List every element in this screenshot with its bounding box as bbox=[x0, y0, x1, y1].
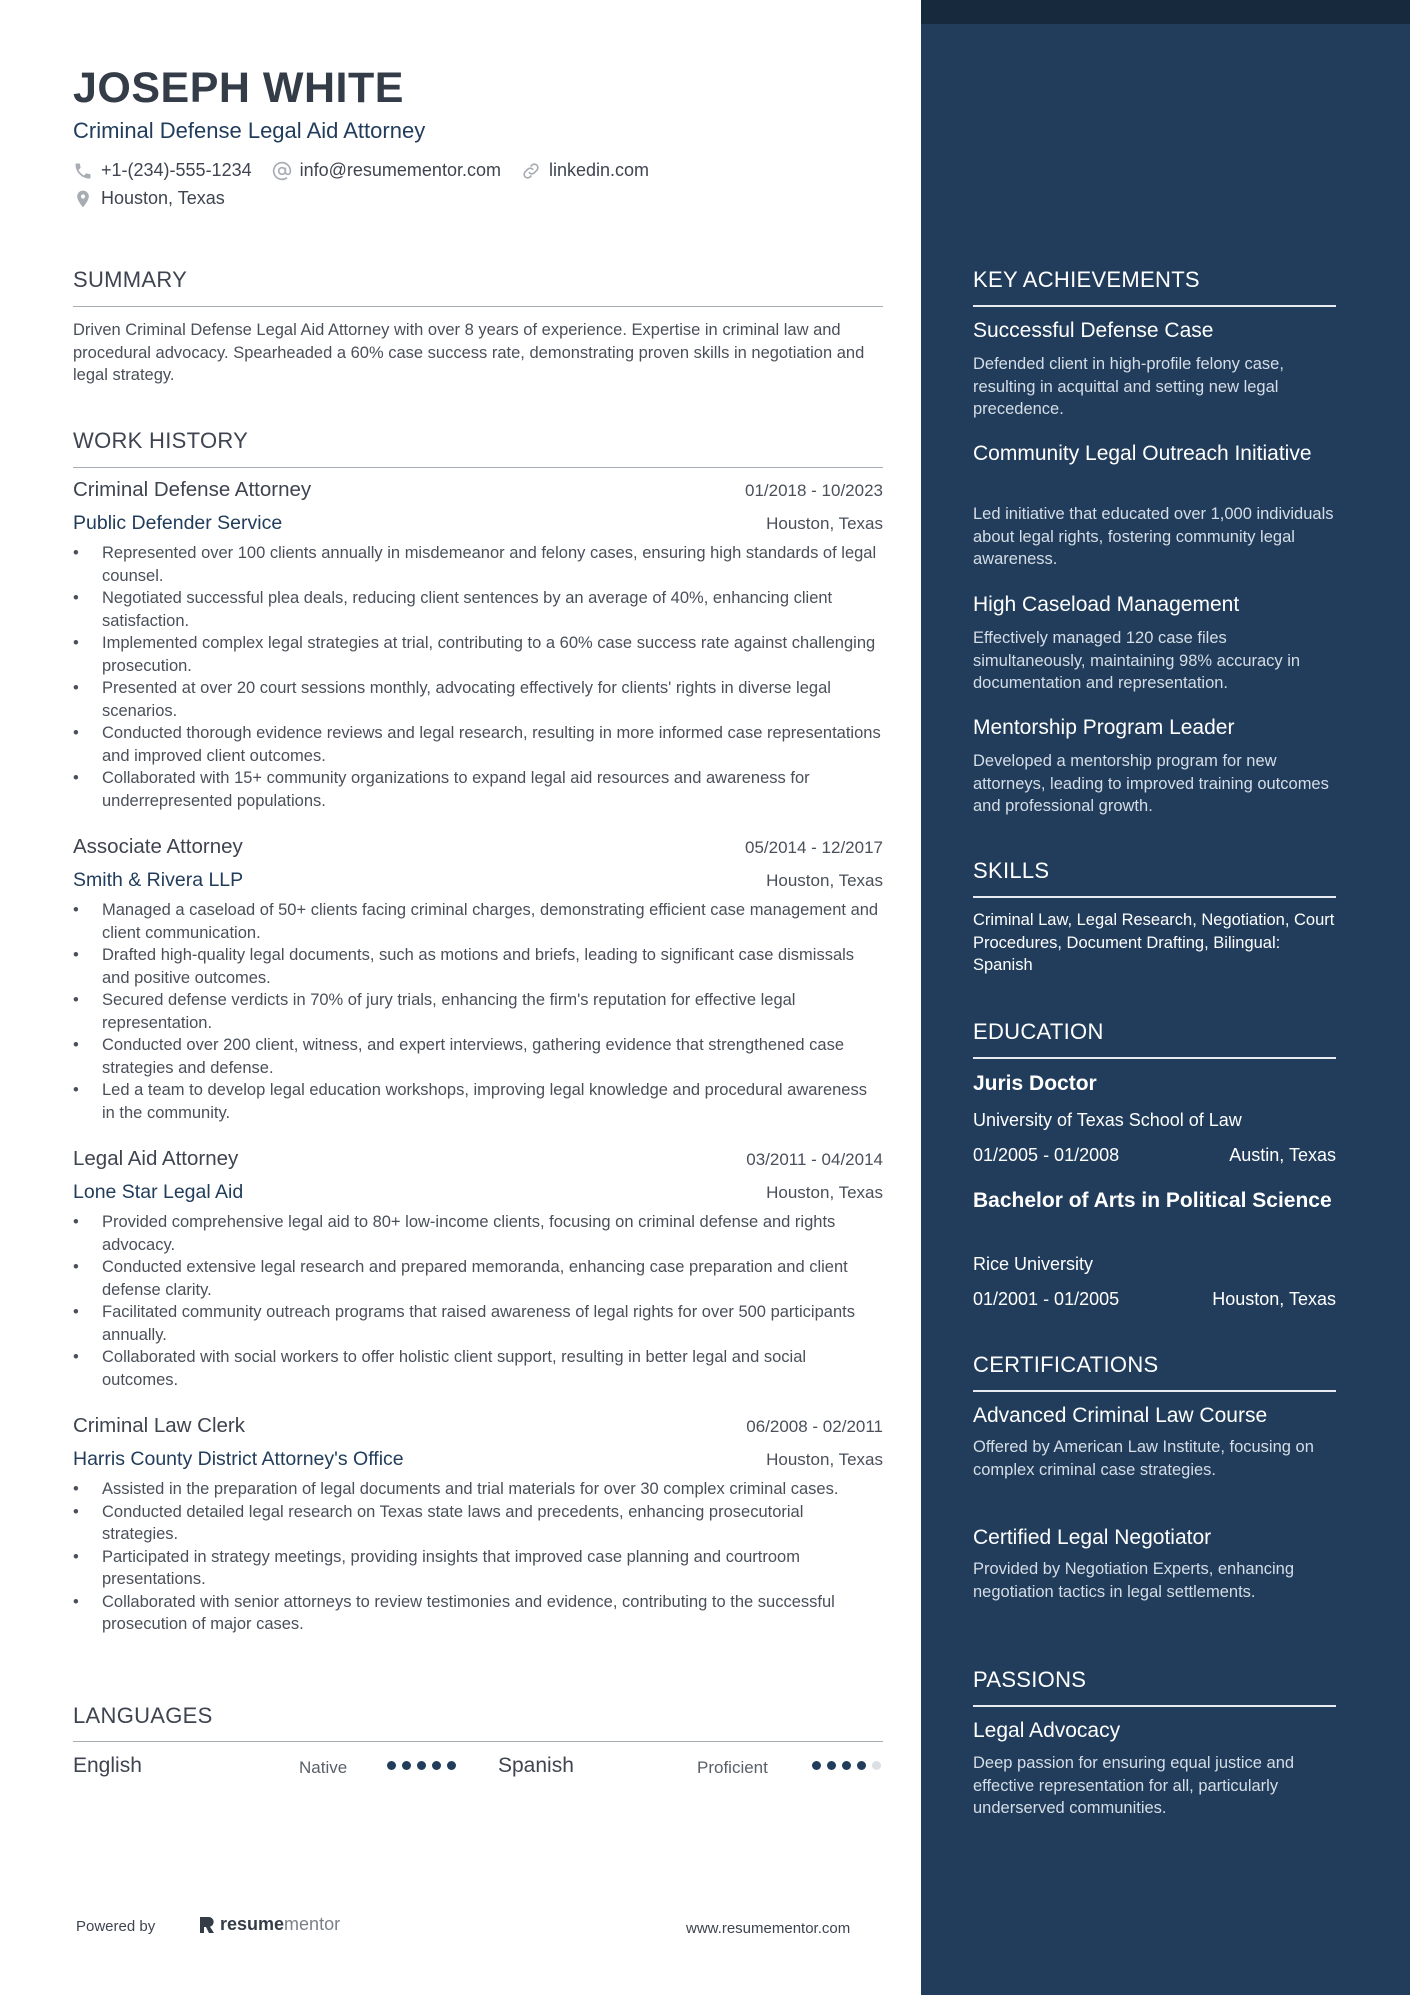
certification-desc: Provided by Negotiation Experts, enhancing negotiation tactics in legal settlements. bbox=[973, 1560, 1295, 1601]
education-dates: 01/2001 - 01/2005 bbox=[973, 1289, 1120, 1309]
rating-dot bbox=[872, 1761, 881, 1770]
job-title: Criminal Defense Attorney bbox=[73, 478, 312, 501]
job-bullets bbox=[73, 1211, 883, 1391]
sidebar bbox=[921, 0, 1410, 1995]
education-meta bbox=[973, 1145, 1336, 1166]
job-bullet: • Facilitated community outreach programs that raised awareness of legal rights for over 500 participants annually. bbox=[73, 1301, 883, 1346]
job-location: Houston, Texas bbox=[766, 1450, 883, 1469]
job-company: Harris County District Attorney's Office bbox=[73, 1448, 404, 1470]
job-entry bbox=[73, 1414, 883, 1636]
key-achievements-heading: KEY ACHIEVEMENTS bbox=[973, 267, 1200, 292]
job-bullets bbox=[73, 899, 883, 1124]
job-bullet: • Presented at over 20 court sessions monthly, advocating effectively for clients' rights in diverse legal scenarios. bbox=[73, 677, 883, 722]
certifications-divider bbox=[973, 1390, 1336, 1392]
job-bullet: • Provided comprehensive legal aid to 80+ low-income clients, focusing on criminal defense and rights advocacy. bbox=[73, 1211, 883, 1256]
job-title: Associate Attorney bbox=[73, 835, 243, 858]
resumementor-logo[interactable] bbox=[198, 1914, 340, 1935]
language-name: Spanish bbox=[498, 1754, 574, 1777]
at-sign-icon bbox=[272, 161, 292, 181]
phone-icon bbox=[73, 161, 93, 181]
language-name: English bbox=[73, 1754, 142, 1777]
job-bullet: • Assisted in the preparation of legal documents and trial materials for over 30 complex criminal cases. bbox=[73, 1478, 883, 1501]
link-icon bbox=[521, 161, 541, 181]
skills-divider bbox=[973, 896, 1336, 898]
job-entry bbox=[73, 1147, 883, 1391]
achievement-title: Successful Defense Case bbox=[973, 319, 1214, 342]
education-school: University of Texas School of Law bbox=[973, 1110, 1242, 1130]
rating-dot bbox=[402, 1761, 411, 1770]
rating-dot bbox=[812, 1761, 821, 1770]
key-achievements-divider bbox=[973, 305, 1336, 307]
education-location: Houston, Texas bbox=[1212, 1289, 1336, 1309]
job-dates: 05/2014 - 12/2017 bbox=[744, 838, 883, 857]
job-bullet: • Implemented complex legal strategies at trial, contributing to a 60% case success rate against challenging prosecution. bbox=[73, 632, 883, 677]
rating-dot bbox=[387, 1761, 396, 1770]
location-text: Houston, Texas bbox=[101, 188, 225, 208]
passion-title: Legal Advocacy bbox=[973, 1719, 1121, 1742]
job-title: Legal Aid Attorney bbox=[73, 1147, 239, 1170]
skills-text: Criminal Law, Legal Research, Negotiation, Court Procedures, Document Drafting, Bilingual: Spanish bbox=[973, 911, 1335, 974]
job-dates: 03/2011 - 04/2014 bbox=[746, 1150, 883, 1169]
rating-dot bbox=[857, 1761, 866, 1770]
job-location: Houston, Texas bbox=[766, 871, 883, 890]
job-title: Criminal Law Clerk bbox=[73, 1414, 246, 1437]
language-rating bbox=[387, 1761, 462, 1770]
job-entry bbox=[73, 835, 883, 1124]
language-rating bbox=[812, 1761, 887, 1770]
job-bullet: • Conducted thorough evidence reviews and legal research, resulting in more informed case representations and improved client outcomes. bbox=[73, 722, 883, 767]
sidebar-top-band bbox=[921, 0, 1410, 24]
summary-divider bbox=[73, 306, 883, 307]
contact-linkedin bbox=[521, 160, 649, 181]
languages-divider bbox=[73, 1741, 883, 1742]
achievement-title: Community Legal Outreach Initiative bbox=[973, 442, 1312, 465]
skills-heading: SKILLS bbox=[973, 858, 1050, 883]
language-level: Native bbox=[299, 1758, 348, 1777]
job-company: Lone Star Legal Aid bbox=[73, 1181, 244, 1203]
job-bullet: • Led a team to develop legal education workshops, improving legal knowledge and procedural awareness in the community. bbox=[73, 1079, 883, 1124]
job-bullet: • Conducted over 200 client, witness, and expert interviews, gathering evidence that strengthened case strategies and defense. bbox=[73, 1034, 883, 1079]
job-company: Public Defender Service bbox=[73, 512, 283, 534]
candidate-name: JOSEPH WHITE bbox=[73, 64, 404, 112]
logo-text-light: mentor bbox=[284, 1914, 341, 1934]
achievement-desc: Led initiative that educated over 1,000 individuals about legal rights, fostering community legal awareness. bbox=[973, 505, 1334, 568]
job-bullet: • Collaborated with social workers to offer holistic client support, resulting in better legal and social outcomes. bbox=[73, 1346, 883, 1391]
rating-dot bbox=[827, 1761, 836, 1770]
certification-title: Advanced Criminal Law Course bbox=[973, 1404, 1268, 1427]
education-dates: 01/2005 - 01/2008 bbox=[973, 1145, 1120, 1165]
certification-title: Certified Legal Negotiator bbox=[973, 1526, 1212, 1549]
job-bullet: • Collaborated with senior attorneys to review testimonies and evidence, contributing to the successful prosecution of major cases. bbox=[73, 1591, 883, 1636]
job-bullets bbox=[73, 542, 883, 812]
achievement-title: Mentorship Program Leader bbox=[973, 716, 1235, 739]
job-bullet: • Drafted high-quality legal documents, such as motions and briefs, leading to significant case dismissals and positive outcomes. bbox=[73, 944, 883, 989]
education-meta bbox=[973, 1289, 1336, 1310]
certifications-heading: CERTIFICATIONS bbox=[973, 1352, 1159, 1377]
job-entry bbox=[73, 478, 883, 812]
job-dates: 01/2018 - 10/2023 bbox=[744, 481, 883, 500]
languages-heading: LANGUAGES bbox=[73, 1703, 213, 1728]
job-bullet: • Secured defense verdicts in 70% of jury trials, enhancing the firm's reputation for effective legal representation. bbox=[73, 989, 883, 1034]
job-bullet: • Conducted detailed legal research on Texas state laws and precedents, enhancing prosecutorial strategies. bbox=[73, 1501, 883, 1546]
job-dates: 06/2008 - 02/2011 bbox=[746, 1417, 883, 1436]
linkedin-text: linkedin.com bbox=[548, 160, 650, 180]
education-school: Rice University bbox=[973, 1254, 1094, 1274]
rating-dot bbox=[432, 1761, 441, 1770]
achievement-desc: Effectively managed 120 case files simultaneously, maintaining 98% accuracy in documentation and representation. bbox=[973, 629, 1301, 692]
job-location: Houston, Texas bbox=[766, 514, 883, 533]
rating-dot bbox=[842, 1761, 851, 1770]
job-bullet: • Negotiated successful plea deals, reducing client sentences by an average of 40%, enhancing client satisfaction. bbox=[73, 587, 883, 632]
summary-text: Driven Criminal Defense Legal Aid Attorney with over 8 years of experience. Expertise in criminal law and procedural advocacy. Spearheaded a 60% case success rate, demonstrating proven skills in negotiation and legal strategy. bbox=[73, 321, 865, 384]
job-company: Smith & Rivera LLP bbox=[73, 869, 244, 891]
education-divider bbox=[973, 1057, 1336, 1059]
passions-divider bbox=[973, 1705, 1336, 1707]
achievement-title: High Caseload Management bbox=[973, 593, 1240, 616]
education-degree: Juris Doctor bbox=[973, 1072, 1097, 1095]
contact-row-2 bbox=[73, 188, 245, 209]
job-bullet: • Participated in strategy meetings, providing insights that improved case planning and courtroom presentations. bbox=[73, 1546, 883, 1591]
work-history-divider bbox=[73, 467, 883, 468]
job-bullet: • Represented over 100 clients annually in misdemeanor and felony cases, ensuring high standards of legal counsel. bbox=[73, 542, 883, 587]
powered-by-text: Powered by bbox=[76, 1918, 156, 1935]
summary-heading: SUMMARY bbox=[73, 267, 188, 292]
rating-dot bbox=[417, 1761, 426, 1770]
job-bullets bbox=[73, 1478, 883, 1636]
education-degree: Bachelor of Arts in Political Science bbox=[973, 1189, 1332, 1212]
contact-location bbox=[73, 188, 225, 209]
job-bullet: • Collaborated with 15+ community organizations to expand legal aid resources and awareness for underrepresented populations. bbox=[73, 767, 883, 812]
contact-phone bbox=[73, 160, 252, 181]
location-pin-icon bbox=[73, 189, 93, 209]
email-text: info@resumementor.com bbox=[299, 160, 501, 180]
certification-desc: Offered by American Law Institute, focusing on complex criminal case strategies. bbox=[973, 1438, 1314, 1479]
languages-row bbox=[73, 1752, 883, 1782]
footer-url[interactable]: www.resumementor.com bbox=[686, 1920, 851, 1937]
work-history-heading: WORK HISTORY bbox=[73, 428, 249, 453]
job-location: Houston, Texas bbox=[766, 1183, 883, 1202]
language-level: Proficient bbox=[697, 1758, 768, 1777]
passion-desc: Deep passion for ensuring equal justice and effective representation for all, particularly underserved communities. bbox=[973, 1754, 1295, 1817]
passions-heading: PASSIONS bbox=[973, 1667, 1087, 1692]
education-heading: EDUCATION bbox=[973, 1019, 1104, 1044]
contact-row bbox=[73, 160, 669, 181]
resumementor-logo-icon bbox=[198, 1915, 216, 1935]
education-location: Austin, Texas bbox=[1229, 1145, 1336, 1165]
logo-text-bold: resume bbox=[220, 1914, 285, 1934]
job-bullet: • Managed a caseload of 50+ clients facing criminal charges, demonstrating efficient case management and client communication. bbox=[73, 899, 883, 944]
contact-email bbox=[272, 160, 501, 181]
achievement-desc: Defended client in high-profile felony case, resulting in acquittal and setting new legal precedence. bbox=[973, 355, 1284, 418]
candidate-title: Criminal Defense Legal Aid Attorney bbox=[73, 118, 426, 143]
achievement-desc: Developed a mentorship program for new attorneys, leading to improved training outcomes and professional growth. bbox=[973, 752, 1329, 815]
rating-dot bbox=[447, 1761, 456, 1770]
phone-text: +1-(234)-555-1234 bbox=[101, 160, 252, 180]
job-bullet: • Conducted extensive legal research and prepared memoranda, enhancing case preparation and client defense clarity. bbox=[73, 1256, 883, 1301]
